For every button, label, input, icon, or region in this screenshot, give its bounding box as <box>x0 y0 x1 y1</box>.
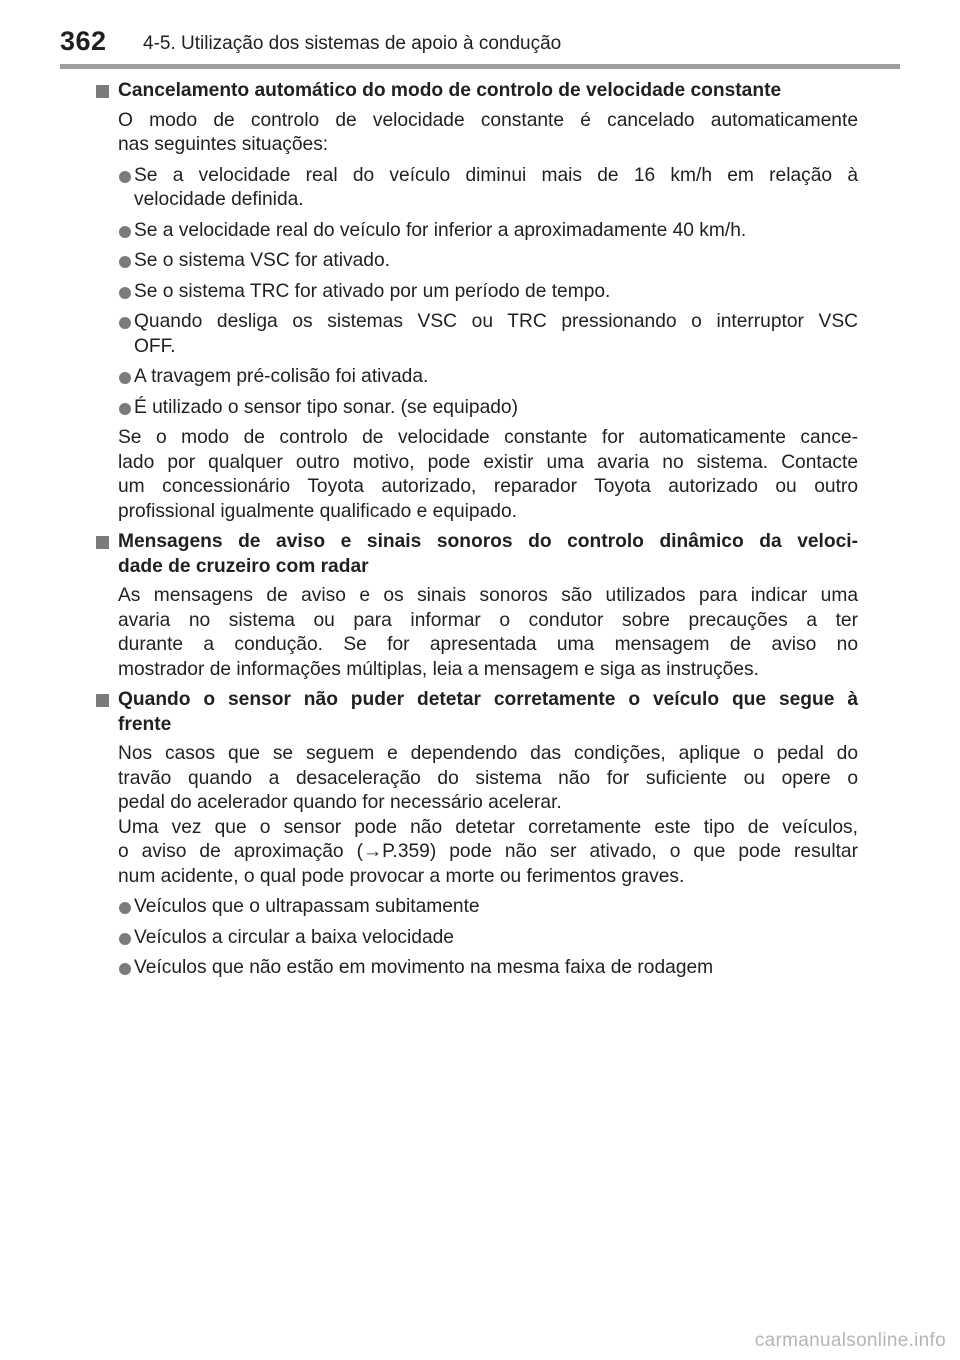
text-line: OFF. <box>134 335 176 357</box>
section-title-text: dade de cruzeiro com radar <box>118 555 369 577</box>
list-item <box>96 280 858 305</box>
text-line: o aviso de aproximação (→P.359) pode não ser ativado, o que pode resultar <box>118 841 858 862</box>
text-line: mostrador de informações múltiplas, leia a mensagem e siga as instruções. <box>118 658 759 680</box>
section-auto-cancel <box>96 79 858 524</box>
text-line: Se a velocidade real do veículo for inferior a aproximadamente 40 km/h. <box>134 219 747 241</box>
text-line: avaria no sistema ou para informar o condutor sobre precauções a ter <box>118 609 858 631</box>
list-item <box>96 365 858 390</box>
section-title <box>96 530 858 579</box>
list-item <box>96 249 858 274</box>
list-item <box>96 895 858 920</box>
text-line: Nos casos que se seguem e dependendo das condições, aplique o pedal do <box>118 743 858 764</box>
text-line: Se o sistema VSC for ativado. <box>134 250 390 271</box>
text-line: lado por qualquer outro motivo, pode existir uma avaria no sistema. Contacte <box>118 451 858 473</box>
section-warning-messages <box>96 530 858 682</box>
list-item <box>96 310 858 359</box>
round-bullet-icon <box>119 372 131 384</box>
text-line: velocidade definida. <box>134 189 304 210</box>
round-bullet-icon <box>119 256 131 268</box>
round-bullet-icon <box>119 226 131 238</box>
text-line: Se a velocidade real do veículo diminui mais de 16 km/h em relação à <box>134 164 858 186</box>
text-line: Se o modo de controlo de velocidade constante for automaticamente cance- <box>118 427 858 448</box>
section-title <box>96 79 858 104</box>
square-bullet-icon <box>96 536 109 549</box>
text-line: num acidente, o qual pode provocar a morte ou ferimentos graves. <box>118 865 685 887</box>
header-rule <box>60 64 900 69</box>
paragraph <box>96 816 858 890</box>
square-bullet-icon <box>96 85 109 98</box>
text-line: profissional igualmente qualificado e equipado. <box>118 500 517 522</box>
text-line: travão quando a desaceleração do sistema não for suficiente ou opere o <box>118 767 858 789</box>
text-line: durante a condução. Se for apresentada uma mensagem de aviso no <box>118 634 858 655</box>
section-title-text: Cancelamento automático do modo de controlo de velocidade constante <box>118 80 782 101</box>
round-bullet-icon <box>119 317 131 329</box>
text-line: As mensagens de aviso e os sinais sonoros são utilizados para indicar uma <box>118 585 858 606</box>
round-bullet-icon <box>119 403 131 415</box>
chapter-title: 4-5. Utilização dos sistemas de apoio à condução <box>143 33 562 54</box>
paragraph <box>96 584 858 682</box>
text-line: O modo de controlo de velocidade constante é cancelado automaticamente <box>118 109 858 131</box>
round-bullet-icon <box>119 933 131 945</box>
section-sensor-detection <box>96 688 858 981</box>
round-bullet-icon <box>119 963 131 975</box>
text-line: Veículos que não estão em movimento na mesma faixa de rodagem <box>134 957 714 978</box>
section-title <box>96 688 858 737</box>
paragraph <box>96 742 858 816</box>
paragraph <box>96 426 858 524</box>
page-header <box>60 24 900 60</box>
section-title-text: Quando o sensor não puder detetar corretamente o veículo que segue à <box>118 689 858 710</box>
round-bullet-icon <box>119 287 131 299</box>
text-line: A travagem pré-colisão foi ativada. <box>134 366 429 387</box>
section-title-text: Mensagens de aviso e sinais sonoros do controlo dinâmico da veloci- <box>118 531 858 552</box>
text-line: nas seguintes situações: <box>118 134 329 155</box>
text-line: Veículos que o ultrapassam subitamente <box>134 896 480 917</box>
text-line: É utilizado o sensor tipo sonar. (se equipado) <box>134 396 518 418</box>
text-line: Veículos a circular a baixa velocidade <box>134 926 454 948</box>
paragraph <box>96 109 858 158</box>
text-line: Quando desliga os sistemas VSC ou TRC pressionando o interruptor VSC <box>134 311 858 332</box>
square-bullet-icon <box>96 694 109 707</box>
round-bullet-icon <box>119 171 131 183</box>
list-item <box>96 219 858 244</box>
section-title-text: frente <box>118 713 172 735</box>
list-item <box>96 164 858 213</box>
page-number: 362 <box>60 26 107 56</box>
list-item <box>96 956 858 981</box>
text-line: pedal do acelerador quando for necessário acelerar. <box>118 792 562 813</box>
watermark: carmanualsonline.info <box>754 1330 946 1351</box>
text-line: Uma vez que o sensor pode não detetar corretamente este tipo de veículos, <box>118 816 858 838</box>
list-item <box>96 926 858 951</box>
page-content <box>96 79 858 987</box>
round-bullet-icon <box>119 902 131 914</box>
text-line: Se o sistema TRC for ativado por um período de tempo. <box>134 280 611 302</box>
list-item <box>96 396 858 421</box>
text-line: um concessionário Toyota autorizado, reparador Toyota autorizado ou outro <box>118 476 858 497</box>
